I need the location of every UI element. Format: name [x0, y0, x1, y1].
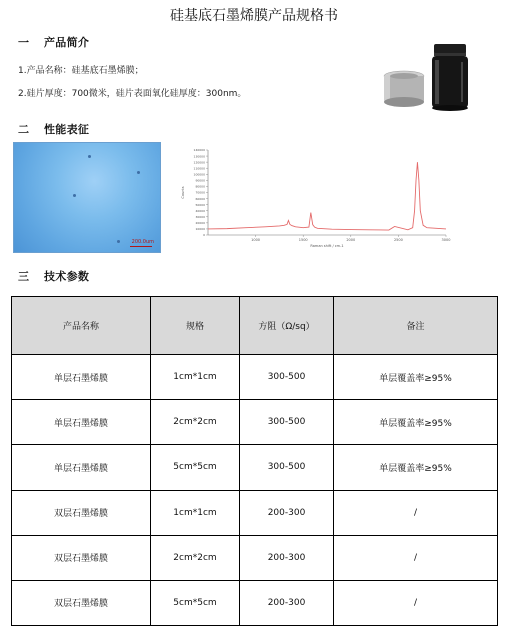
cell-remarks: 单层覆盖率≥95% — [334, 445, 498, 490]
intro-line-product-name: 1.产品名称：硅基底石墨烯膜； — [18, 66, 144, 76]
y-tick-label: 110000 — [193, 166, 205, 171]
section-heading-specs — [18, 268, 89, 284]
cell-sheet-resistance: 300-500 — [240, 355, 334, 400]
header-sheet-resistance: 方阻（Ω/sq） — [240, 297, 334, 355]
section-title: 技术参数 — [44, 270, 90, 283]
section-title: 性能表征 — [44, 123, 90, 136]
y-tick-label: 80000 — [195, 184, 205, 189]
x-axis-label: Raman shift / cm-1 — [310, 244, 344, 248]
table-header-row — [12, 297, 498, 355]
intro-line-thickness: 2.硅片厚度：700微米，硅片表面氧化硅厚度：300nm。 — [18, 89, 247, 99]
x-tick-label: 1500 — [298, 238, 308, 242]
y-tick-label: 10000 — [195, 227, 205, 232]
header-spec: 规格 — [151, 297, 240, 355]
cell-product-name: 双层石墨烯膜 — [12, 535, 151, 580]
y-tick-label: 120000 — [193, 160, 205, 165]
y-axis-label: Counts — [181, 186, 185, 199]
cell-product-name: 单层石墨烯膜 — [12, 400, 151, 445]
scale-bar — [130, 246, 152, 247]
cell-product-name: 双层石墨烯膜 — [12, 490, 151, 535]
section-number: 三 — [18, 270, 30, 283]
defect-dot — [117, 240, 120, 243]
cell-sheet-resistance: 200-300 — [240, 535, 334, 580]
cell-sheet-resistance: 200-300 — [240, 580, 334, 625]
cell-remarks: / — [334, 535, 498, 580]
spec-table — [11, 296, 498, 626]
defect-dot — [88, 155, 91, 158]
section-heading-characterization — [18, 121, 89, 137]
section-title: 产品简介 — [44, 36, 90, 49]
cell-spec: 5cm*5cm — [151, 445, 240, 490]
cell-spec: 2cm*2cm — [151, 400, 240, 445]
y-tick-label: 130000 — [193, 154, 205, 159]
cell-sheet-resistance: 200-300 — [240, 490, 334, 535]
y-tick-label: 90000 — [195, 178, 205, 183]
y-tick-label: 100000 — [193, 172, 205, 177]
table-row — [12, 490, 498, 535]
cell-remarks: / — [334, 490, 498, 535]
x-tick-label: 3000 — [441, 238, 451, 242]
cell-remarks: / — [334, 580, 498, 625]
cell-spec: 2cm*2cm — [151, 535, 240, 580]
y-tick-label: 50000 — [195, 202, 205, 207]
cell-sheet-resistance: 300-500 — [240, 400, 334, 445]
x-tick-label: 1000 — [251, 238, 261, 242]
y-tick-label: 70000 — [195, 190, 205, 195]
table-row — [12, 580, 498, 625]
y-tick-label: 60000 — [195, 196, 205, 201]
defect-dot — [73, 194, 76, 197]
cell-spec: 1cm*1cm — [151, 490, 240, 535]
defect-dot — [137, 171, 140, 174]
cell-remarks: 单层覆盖率≥95% — [334, 400, 498, 445]
y-tick-label: 0 — [203, 233, 205, 238]
raman-svg — [178, 142, 456, 260]
raman-spectrum-chart — [178, 142, 456, 260]
cell-spec: 1cm*1cm — [151, 355, 240, 400]
table-row — [12, 355, 498, 400]
series-line — [208, 162, 446, 230]
scale-label: 200.0um — [131, 239, 154, 245]
section-number: 二 — [18, 123, 30, 136]
cell-product-name: 单层石墨烯膜 — [12, 445, 151, 490]
section-heading-intro — [18, 34, 89, 50]
header-remarks: 备注 — [334, 297, 498, 355]
table-row — [12, 400, 498, 445]
section-number: 一 — [18, 36, 30, 49]
y-tick-label: 20000 — [195, 221, 205, 226]
cell-spec: 5cm*5cm — [151, 580, 240, 625]
table-row — [12, 535, 498, 580]
header-product-name: 产品名称 — [12, 297, 151, 355]
document-title: 硅基底石墨烯膜产品规格书 — [170, 8, 338, 24]
cell-sheet-resistance: 300-500 — [240, 445, 334, 490]
cell-remarks: 单层覆盖率≥95% — [334, 355, 498, 400]
cell-product-name: 单层石墨烯膜 — [12, 355, 151, 400]
product-photo — [378, 40, 476, 116]
cell-product-name: 双层石墨烯膜 — [12, 580, 151, 625]
y-tick-label: 40000 — [195, 208, 205, 213]
x-tick-label: 2500 — [393, 238, 403, 242]
table-row — [12, 445, 498, 490]
x-tick-label: 2000 — [346, 238, 356, 242]
y-tick-label: 140000 — [193, 148, 205, 153]
optical-micrograph — [13, 142, 161, 253]
y-tick-label: 30000 — [195, 214, 205, 219]
